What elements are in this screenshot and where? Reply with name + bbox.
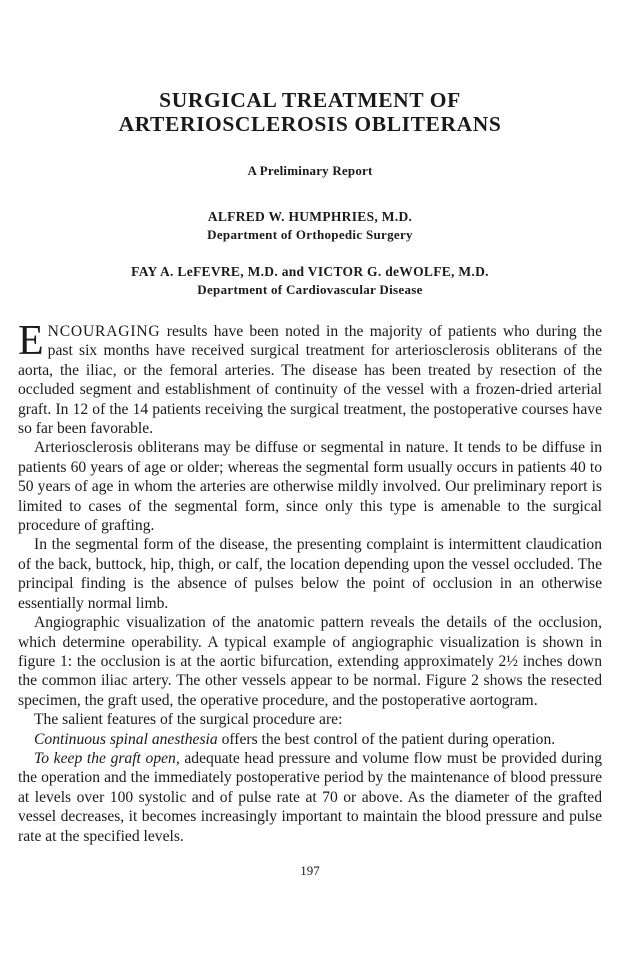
italic-lead: Continuous spinal anesthesia xyxy=(34,730,218,748)
paragraph xyxy=(18,749,602,846)
paragraph-text: adequate head pressure and volume flow must be provided during the operation and the immediately postoperative period by the maintenance of blood pressure at levels over 100 systolic and of pulse rate at 70 or above. As the diameter of the grafted vessel decreases, it becomes increasingly important to maintain the blood pressure and pulse rate at the specified levels. xyxy=(18,749,602,845)
paragraph-text: offers the best control of the patient during operation. xyxy=(217,730,556,748)
paragraph xyxy=(18,318,602,438)
paragraph: The salient features of the surgical procedure are: xyxy=(34,711,343,729)
article-subtitle: A Preliminary Report xyxy=(247,163,373,178)
author-block-2 xyxy=(0,263,620,299)
paragraph: Arteriosclerosis obliterans may be diffuse or segmental in nature. It tends to be diffuse in patients 60 years of age or older; whereas the segmental form usually occurs in patients 40 to 50 years of age in whom the arteries are otherwise mildly involved. Our preliminary report is limited to cases of the segmental form, since only this type is amenable to the surgical procedure of grafting. xyxy=(18,439,602,535)
paragraph-text: results have been noted in the majority of patients who during the past six months have received surgical treatment for arteriosclerosis obliterans of the aorta, the iliac, or the femoral arteries. The disease has been treated by resection of the occluded segment and establishment of continuity of the vessel with a frozen-dried arterial graft. In 12 of the 14 patients receiving the surgical treatment, the postoperative courses have so far been favorable. xyxy=(18,323,602,438)
title-line-1: SURGICAL TREATMENT OF xyxy=(159,88,461,112)
title-line-2: ARTERIOSCLEROSIS OBLITERANS xyxy=(118,112,502,136)
author-name: ALFRED W. HUMPHRIES, M.D. xyxy=(207,209,413,224)
lead-caps: NCOURAGING xyxy=(47,323,161,340)
italic-lead: To keep the graft open, xyxy=(34,749,180,767)
drop-cap: E xyxy=(18,318,44,364)
paragraph: Angiographic visualization of the anatomic pattern reveals the details of the occlusion, which determine operability. A typical example of angiographic visualization is shown in figure 1: the occlusion is at the aortic bifurcation, extending approximately 2½ inches down the common iliac artery. The other vessels appear to be normal. Figure 2 shows the resected specimen, the graft used, the operative procedure, and the postoperative aortogram. xyxy=(18,614,602,709)
author-department: Department of Cardiovascular Disease xyxy=(197,282,423,297)
article-title xyxy=(0,88,620,136)
paragraph: In the segmental form of the disease, the presenting complaint is intermittent claudication of the back, buttock, hip, thigh, or calf, the location depending upon the vessel occluded. The principal finding is the absence of pulses below the point of occlusion in an otherwise essentially normal limb. xyxy=(18,536,602,612)
page-number: 197 xyxy=(300,863,320,878)
author-name: FAY A. LeFEVRE, M.D. and VICTOR G. deWOLFE, M.D. xyxy=(131,264,489,279)
author-block-1 xyxy=(0,208,620,244)
article-body xyxy=(18,318,602,846)
author-department: Department of Orthopedic Surgery xyxy=(207,227,413,242)
paragraph xyxy=(18,730,602,749)
